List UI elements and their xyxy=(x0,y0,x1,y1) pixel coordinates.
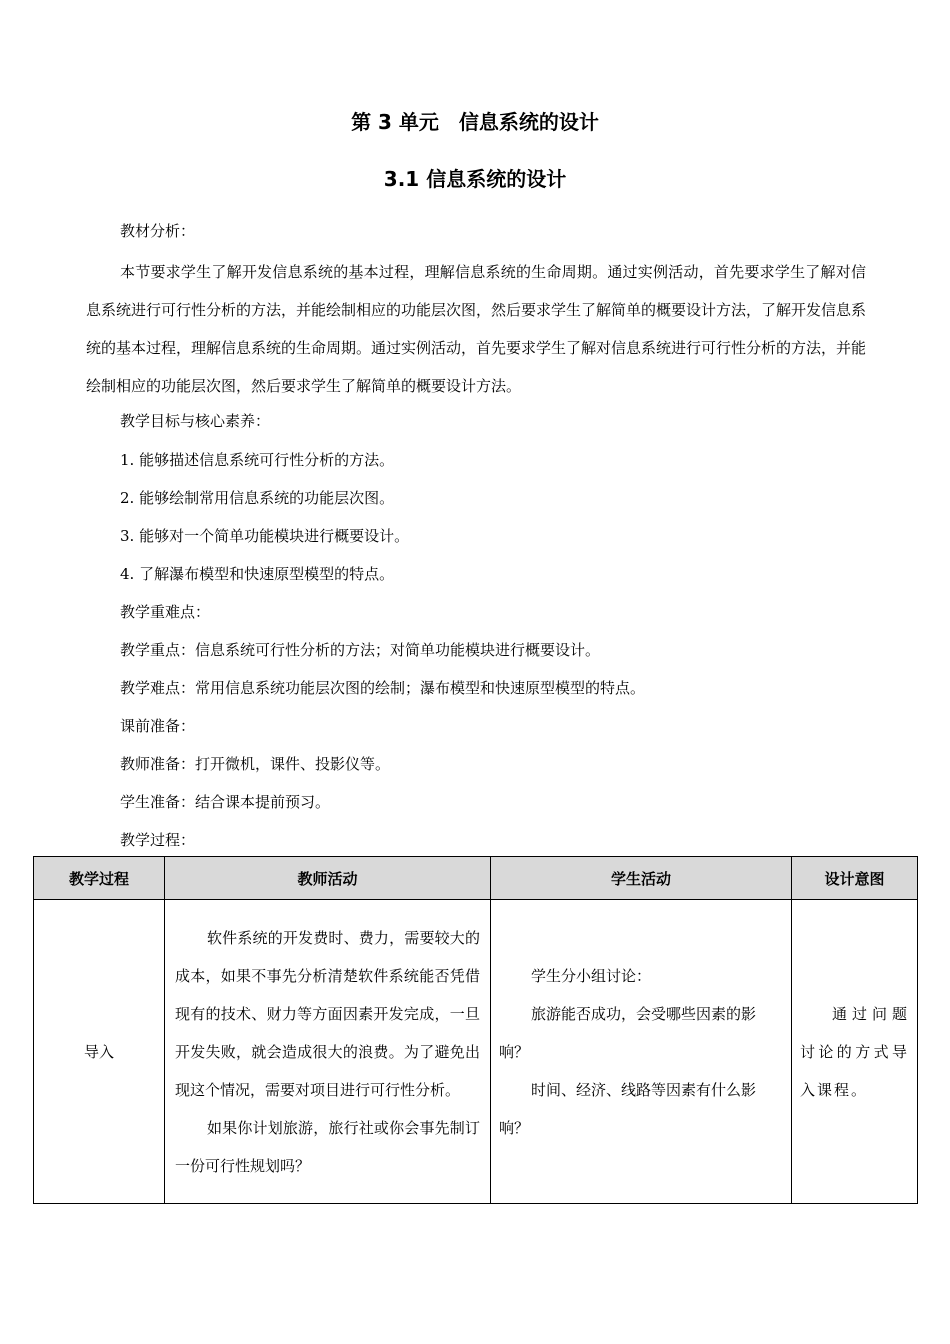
goal-item: 2. 能够绘制常用信息系统的功能层次图。 xyxy=(120,489,395,507)
stage-cell: 导入 xyxy=(34,900,165,1204)
section-title: 3.1 信息系统的设计 xyxy=(383,167,567,191)
header-stage: 教学过程 xyxy=(34,857,165,900)
unit-title: 第 3 单元 信息系统的设计 xyxy=(351,110,599,134)
design-intent-cell: 通过问题讨论的方式导入课程。 xyxy=(792,900,918,1204)
teacher-paragraph: 软件系统的开发费时、费力，需要较大的成本，如果不事先分析清楚软件系统能否凭借现有的技术、财力等方面因素开发完成，一旦开发失败，就会造成很大的浪费。为了避免出现这个情况，需要对项目进行可行性分析。 xyxy=(175,928,480,1099)
goal-item: 4. 了解瀑布模型和快速原型模型的特点。 xyxy=(120,565,395,583)
teacher-prep: 教师准备：打开微机，课件、投影仪等。 xyxy=(120,755,391,773)
header-student: 学生活动 xyxy=(491,857,792,900)
header-intent: 设计意图 xyxy=(792,857,918,900)
material-heading: 教材分析： xyxy=(120,222,196,240)
material-paragraph: 本节要求学生了解开发信息系统的基本过程，理解信息系统的生命周期。通过实例活动，首先要求学生了解对信息系统进行可行性分析的方法，并能绘制相应的功能层次图，然后要求学生了解简单的概要设计方法，了解开发信息系统的基本过程，理解信息系统的生命周期。通过实例活动，首先要求学生了解对信息系统进行可行性分析的方法，并能绘制相应的功能层次图，然后要求学生了解简单的概要设计方法。 xyxy=(86,263,867,395)
teacher-paragraph: 如果你计划旅游，旅行社或你会事先制订一份可行性规划吗？ xyxy=(175,1118,480,1175)
student-paragraph: 旅游能否成功，会受哪些因素的影响？ xyxy=(499,1004,757,1061)
student-paragraph: 学生分小组讨论： xyxy=(531,966,652,985)
table-row xyxy=(34,900,918,1204)
process-table xyxy=(33,856,918,1204)
student-activity-cell xyxy=(491,900,792,1204)
keypoint-text: 教学重点：信息系统可行性分析的方法；对简单功能模块进行概要设计。 xyxy=(120,641,601,659)
table-header-row xyxy=(34,857,918,900)
goal-item: 3. 能够对一个简单功能模块进行概要设计。 xyxy=(120,527,410,545)
difficulty-text: 教学难点：常用信息系统功能层次图的绘制；瀑布模型和快速原型模型的特点。 xyxy=(120,679,646,697)
teacher-activity-cell xyxy=(165,900,491,1204)
keypoints-heading: 教学重难点： xyxy=(120,603,211,621)
goals-heading: 教学目标与核心素养： xyxy=(120,412,271,430)
goal-item: 1. 能够描述信息系统可行性分析的方法。 xyxy=(120,451,395,469)
process-heading: 教学过程： xyxy=(120,831,196,849)
prep-heading: 课前准备： xyxy=(120,717,196,735)
student-paragraph: 时间、经济、线路等因素有什么影响？ xyxy=(499,1080,757,1137)
header-teacher: 教师活动 xyxy=(165,857,491,900)
student-prep: 学生准备：结合课本提前预习。 xyxy=(120,793,331,811)
